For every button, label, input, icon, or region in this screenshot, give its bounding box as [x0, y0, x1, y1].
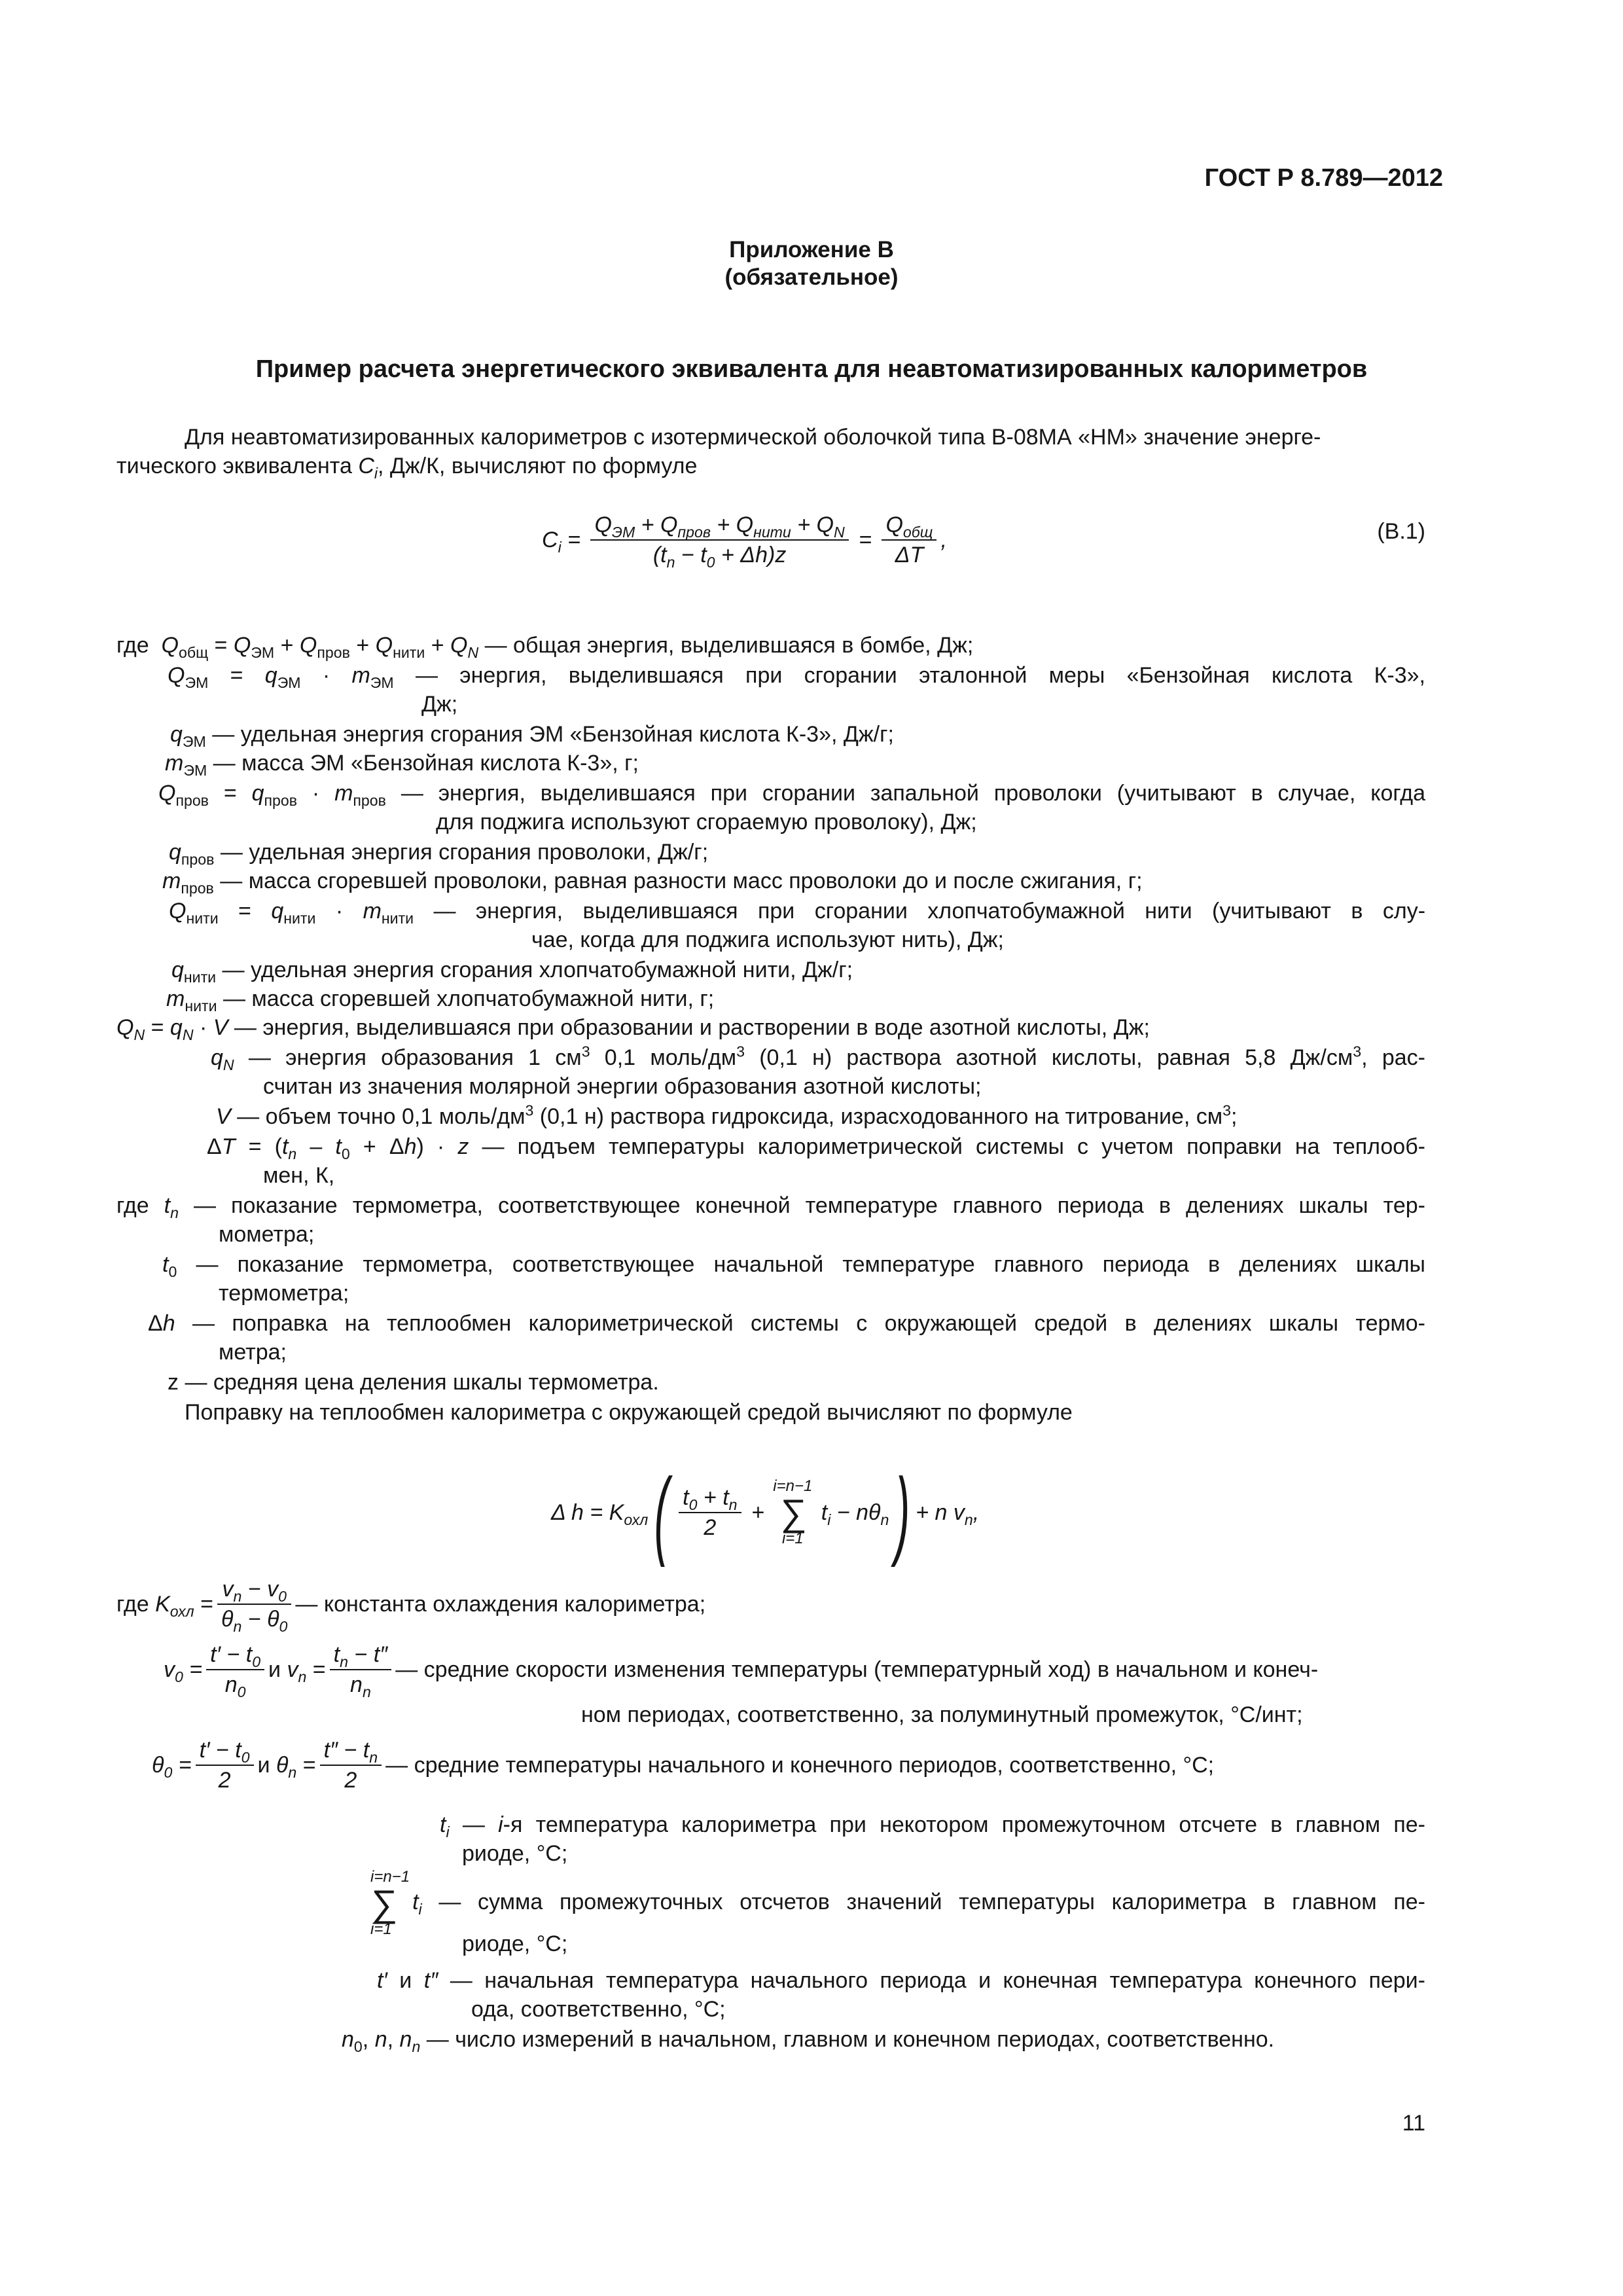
- def-delta-h-cont: метра;: [219, 1340, 287, 1365]
- def-q-thread-specific: $q_{нити}$ — удельная энергия сгорания хлопчатобумажной нити, Дж/г;: [171, 958, 853, 986]
- def-v: V — объем точно 0,1 моль/$дм^3$ (0,1 н) раствора гидроксида, израсходованного на титрование, $см^3$;: [216, 1102, 1238, 1129]
- intro-line-1: Для неавтоматизированных калориметров с изотермической оболочкой типа В-08МА «НМ» значение энерге-: [185, 425, 1321, 450]
- intro-line-2: тического эквивалента $C_i$, Дж/К, вычисляют по формуле: [116, 454, 698, 482]
- def-t-n: где $t_n$ — показание термометра, соответствующее конечной температуре главного периода в делениях шкалы тер-: [116, 1193, 1425, 1221]
- def-q-wire: $Q_{пров} = q_{пров} \cdot m_{пров}$ — энергия, выделившаяся при сгорании запальной проволоки (учитывают в случае, когда: [158, 781, 1426, 809]
- def-t-prime-cont: ода, соответственно, °С;: [471, 1997, 726, 2022]
- def-t-0-cont: термометра;: [219, 1281, 349, 1306]
- def-q-thread: $Q_{нити} = q_{нити} \cdot m_{нити}$ — энергия, выделившаяся при сгорании хлопчатобумажной нити (учитывают в слу-: [169, 899, 1426, 927]
- page-number: 11: [1402, 2111, 1425, 2136]
- def-sum-t-i-cont: риоде, °С;: [462, 1931, 568, 1956]
- section-heading: Пример расчета энергетического эквивалента для неавтоматизированных калориметров: [255, 355, 1368, 383]
- def-q-wire-specific: $q_{пров}$ — удельная энергия сгорания проволоки, Дж/г;: [169, 840, 709, 868]
- def-sum-t-i: i=n−1 ∑ $i=1t_i$ — сумма промежуточных отсчетов значений температуры калориметра в главном пе-: [370, 1868, 1425, 1938]
- def-q-wire-cont: для поджига используют сгораемую проволоку), Дж;: [436, 810, 977, 834]
- appendix-status: (обязательное): [724, 264, 899, 290]
- def-v0-vn-cont: ном периодах, соответственно, за полуминутный промежуток, °С/инт;: [581, 1702, 1303, 1727]
- def-t-n-cont: мометра;: [219, 1222, 315, 1247]
- def-z: z — средняя цена деления шкалы термометра.: [168, 1370, 659, 1395]
- def-q-em: $Q_{ЭМ} = q_{ЭМ} \cdot m_{ЭМ}$ — энергия, выделившаяся при сгорании эталонной меры «Бензойная кислота К-3»,: [168, 663, 1425, 691]
- def-delta-t: $\Delta T = (t_n - t_0 + \Delta h) \cdot z$ — подъем температуры калориметрической системы с учетом поправки на теплооб-: [207, 1134, 1426, 1162]
- def-k-cool: где $K_{охл}$ = $\frac{v_n - v_0}{\theta_n - \theta_0}$ — константа охлаждения калориметра;: [116, 1575, 705, 1634]
- def-m-wire: $m_{пров}$ — масса сгоревшей проволоки, равная разности масс проволоки до и после сжигания, г;: [162, 869, 1143, 897]
- appendix-title: Приложение В: [729, 237, 894, 262]
- def-q-em-cont: Дж;: [421, 692, 458, 717]
- def-delta-t-cont: мен, К,: [263, 1163, 335, 1188]
- def-n-counts: $n_0$, n, $n_n$ — число измерений в начальном, главном и конечном периодах, соответственно.: [342, 2027, 1275, 2055]
- def-theta: $\theta_0$ = $\frac{t' - t_0}{2}$ и $\theta_n$ = $\frac{t'' - t_n}{2}$ — средние температуры начального и конечного периодов, соответственно, °С;: [152, 1736, 1214, 1795]
- doc-code: ГОСТ Р 8.789—2012: [1204, 164, 1443, 192]
- def-delta-h: Δh — поправка на теплообмен калориметрической системы с окружающей средой в делениях шкалы термо-: [148, 1311, 1425, 1336]
- correction-intro: Поправку на теплообмен калориметра с окружающей средой вычисляют по формуле: [185, 1400, 1073, 1425]
- equation-number: (В.1): [1377, 519, 1425, 544]
- def-q-em-specific: $q_{ЭМ}$ — удельная энергия сгорания ЭМ «Бензойная кислота К-3», Дж/г;: [170, 722, 894, 750]
- def-q-n-specific: $q_N$ — энергия образования 1 $см^3$ 0,1 моль/$дм^3$ (0,1 н) раствора азотной кислоты, равная 5,8 $Дж/см^3$, рас-: [211, 1043, 1425, 1073]
- def-q-n-specific-cont: считан из значения молярной энергии образования азотной кислоты;: [263, 1074, 982, 1099]
- def-q-total: где $Q_{общ} = Q_{ЭМ} + Q_{пров} + Q_{нити} + Q_N$ — общая энергия, выделившаяся в бомбе, Дж;: [116, 633, 974, 661]
- def-t-i-cont: риоде, °С;: [462, 1841, 568, 1866]
- equation-b1: $C_i$ = $\frac{Q_{ЭМ} + Q_{пров} + Q_{нити} + Q_N}{(t_n - t_0 + \Delta h)z}$ = $\frac{Q_{общ}}{\Delta T}$ ,: [542, 511, 947, 569]
- def-m-em: $m_{ЭМ}$ — масса ЭМ «Бензойная кислота К-3», г;: [165, 751, 639, 779]
- def-t-i: $t_i$ — i-я температура калориметра при некотором промежуточном отсчете в главном пе-: [440, 1812, 1425, 1840]
- def-m-thread: $m_{нити}$ — масса сгоревшей хлопчатобумажной нити, г;: [166, 986, 715, 1014]
- def-t-0: $t_0$ — показание термометра, соответствующее начальной температуре главного периода в делениях шкалы: [162, 1252, 1425, 1280]
- def-q-n: $Q_N = q_N \cdot V$ — энергия, выделившаяся при образовании и растворении в воде азотной кислоты, Дж;: [116, 1015, 1150, 1043]
- def-q-thread-cont: чае, когда для поджига используют нить), Дж;: [531, 927, 1004, 952]
- def-v0-vn: $v_0$ = $\frac{t' - t_0}{n_0}$ и $v_n$ = $\frac{t_n - t''}{n_n}$ — средние скорости изменения температуры (температурный ход) в начальном и конеч-: [164, 1640, 1318, 1699]
- def-t-prime: t′ и t″ — начальная температура начального периода и конечная температура конечного пери-: [377, 1968, 1425, 1993]
- equation-delta-h: Δ $h = K_{охл}$ ( $\frac{t_0 + t_n}{2}$ + i=n−1 ∑ i=1 $t_i - n\theta_n$ ) + n $v_n$,: [551, 1458, 980, 1568]
